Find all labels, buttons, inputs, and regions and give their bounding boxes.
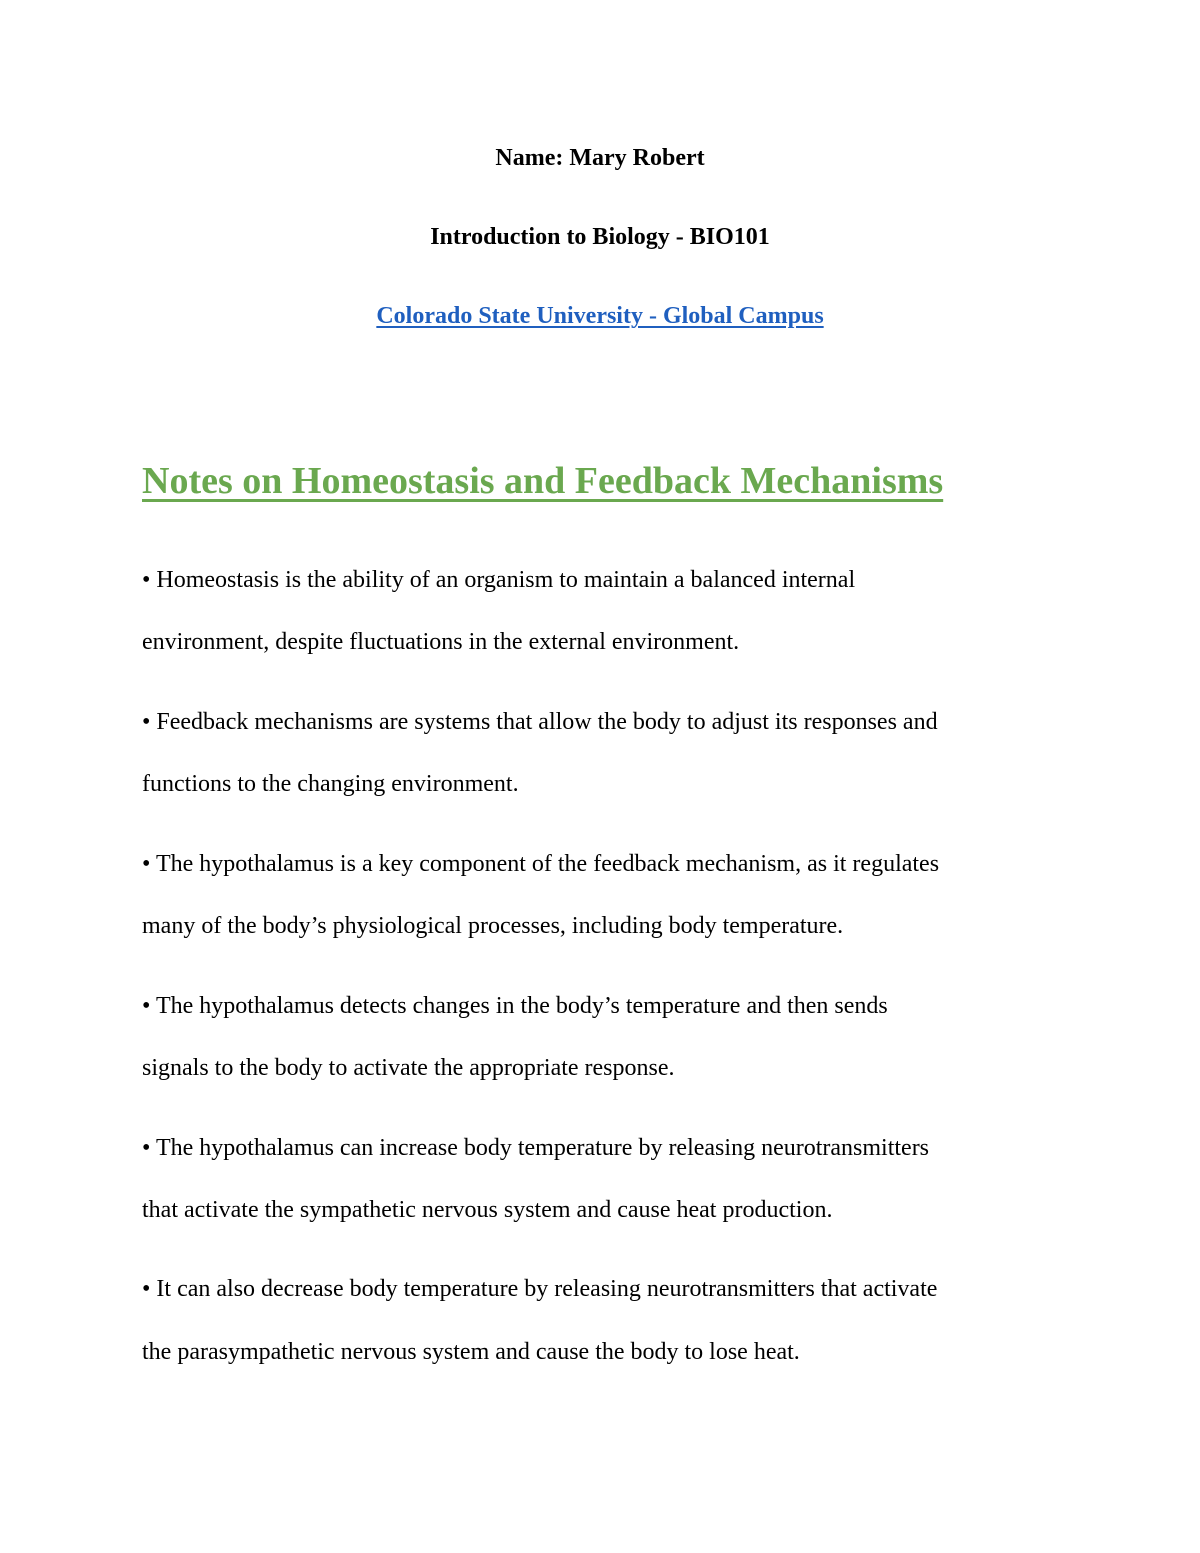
bullet-1-line-1: • Homeostasis is the ability of an organism to maintain a balanced internal [142, 567, 856, 593]
bullet-5-line-1: • The hypothalamus can increase body temperature by releasing neurotransmitters [142, 1135, 930, 1161]
bullet-3-line-1: • The hypothalamus is a key component of the feedback mechanism, as it regulates [142, 851, 940, 877]
bullet-5-line-2: that activate the sympathetic nervous system and cause heat production. [142, 1197, 833, 1223]
university-link[interactable]: Colorado State University - Global Campus [376, 303, 824, 329]
course-title: Introduction to Biology - BIO101 [430, 224, 770, 250]
bullet-1-line-2: environment, despite fluctuations in the external environment. [142, 629, 740, 655]
university-line [0, 301, 1200, 331]
bullet-4-line-2: signals to the body to activate the appropriate response. [142, 1055, 675, 1081]
bullet-4-line-1: • The hypothalamus detects changes in the body’s temperature and then sends [142, 993, 888, 1019]
notes-title: Notes on Homeostasis and Feedback Mechanisms [142, 460, 944, 502]
bullet-6-line-1: • It can also decrease body temperature by releasing neurotransmitters that activate [142, 1276, 938, 1302]
bullet-2-line-1: • Feedback mechanisms are systems that allow the body to adjust its responses and [142, 709, 938, 735]
bullet-6-line-2: the parasympathetic nervous system and cause the body to lose heat. [142, 1339, 800, 1365]
bullet-3-line-2: many of the body’s physiological processes, including body temperature. [142, 913, 844, 939]
bullet-2-line-2: functions to the changing environment. [142, 771, 519, 797]
student-name: Name: Mary Robert [495, 145, 705, 171]
